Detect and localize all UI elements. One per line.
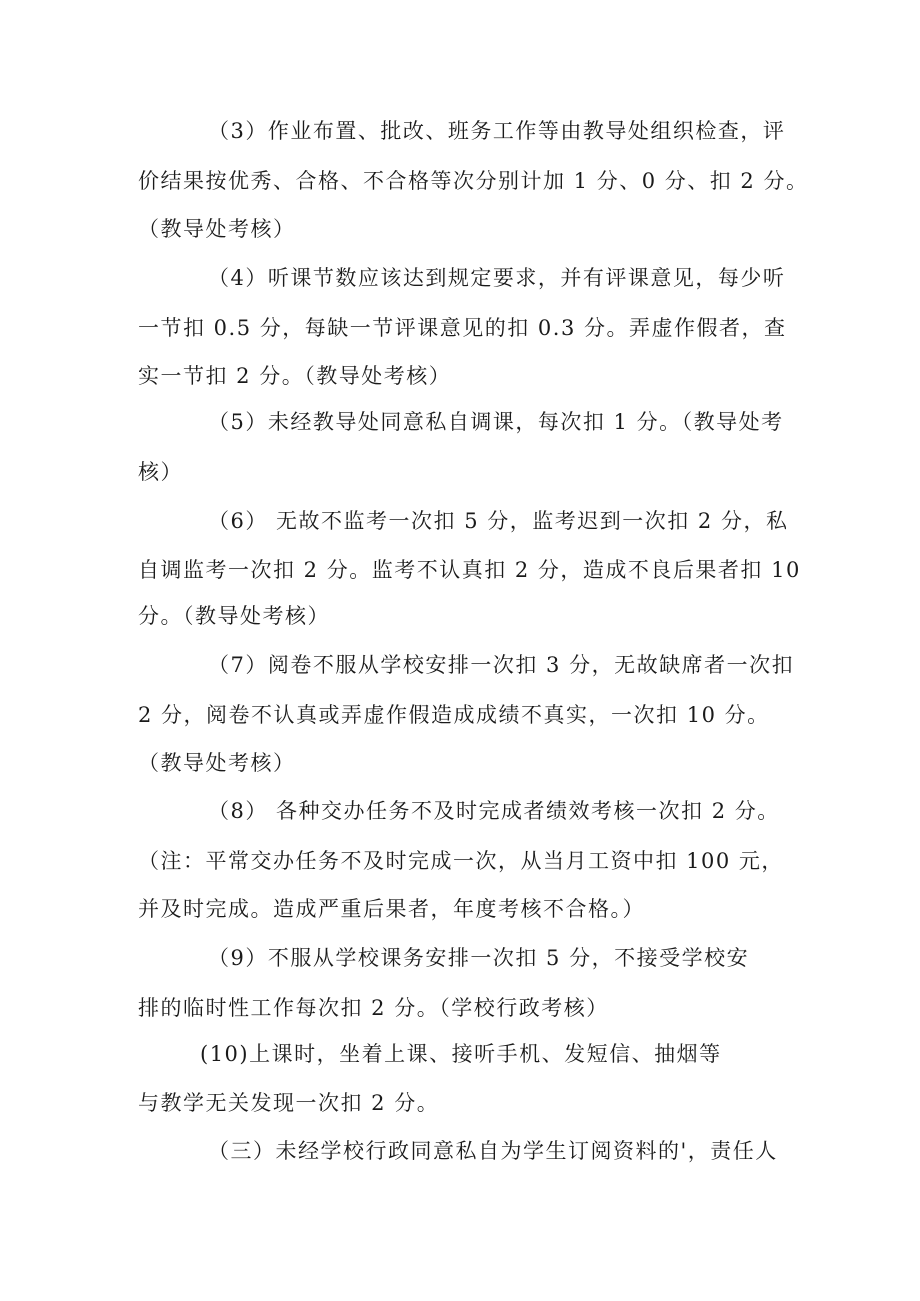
paragraph-4-line-3: 实一节扣 2 分。（教导处考核） (138, 364, 452, 388)
paragraph-8-line-3: 并及时完成。造成严重后果者，年度考核不合格。） (138, 897, 645, 921)
paragraph-5-line-1: （5）未经教导处同意私自调课，每次扣 1 分。（教导处考 (208, 410, 784, 434)
paragraph-3-line-3: （教导处考核） (138, 217, 296, 241)
paragraph-3-line-2: 价结果按优秀、合格、不合格等次分别计加 1 分、0 分、扣 2 分。 (138, 169, 809, 193)
paragraph-9-line-1: （9）不服从学校课务安排一次扣 5 分，不接受学校安 (208, 946, 750, 970)
paragraph-6-line-2: 自调监考一次扣 2 分。监考不认真扣 2 分，造成不良后果者扣 10 (138, 558, 801, 582)
paragraph-10-line-2: 与教学无关发现一次扣 2 分。 (138, 1091, 440, 1115)
paragraph-7-line-2: 2 分，阅卷不认真或弄虚作假造成成绩不真实，一次扣 10 分。 (138, 703, 770, 727)
paragraph-6-line-3: 分。（教导处考核） (138, 604, 330, 628)
paragraph-5-line-2: 核） (138, 460, 183, 484)
paragraph-4-line-2: 一节扣 0.5 分，每缺一节评课意见的扣 0.3 分。弄虚作假者，查 (138, 316, 787, 340)
section-3-line-1: （三）未经学校行政同意私自为学生订阅资料的'，责任人 (208, 1139, 778, 1163)
paragraph-9-line-2: 排的临时性工作每次扣 2 分。（学校行政考核） (138, 996, 609, 1020)
paragraph-7-line-1: （7）阅卷不服从学校安排一次扣 3 分，无故缺席者一次扣 (208, 653, 795, 677)
paragraph-6-line-1: （6） 无故不监考一次扣 5 分，监考迟到一次扣 2 分，私 (208, 509, 789, 533)
paragraph-4-line-1: （4）听课节数应该达到规定要求，并有评课意见，每少听 (208, 266, 786, 290)
paragraph-8-line-1: （8） 各种交办任务不及时完成者绩效考核一次扣 2 分。 (208, 799, 780, 823)
paragraph-7-line-3: （教导处考核） (138, 751, 296, 775)
paragraph-8-line-2: （注：平常交办任务不及时完成一次，从当月工资中扣 100 元， (138, 849, 784, 873)
paragraph-10-line-1: (10)上课时，坐着上课、接听手机、发短信、抽烟等 (200, 1042, 722, 1066)
paragraph-3-line-1: （3）作业布置、批改、班务工作等由教导处组织检查，评 (208, 119, 786, 143)
